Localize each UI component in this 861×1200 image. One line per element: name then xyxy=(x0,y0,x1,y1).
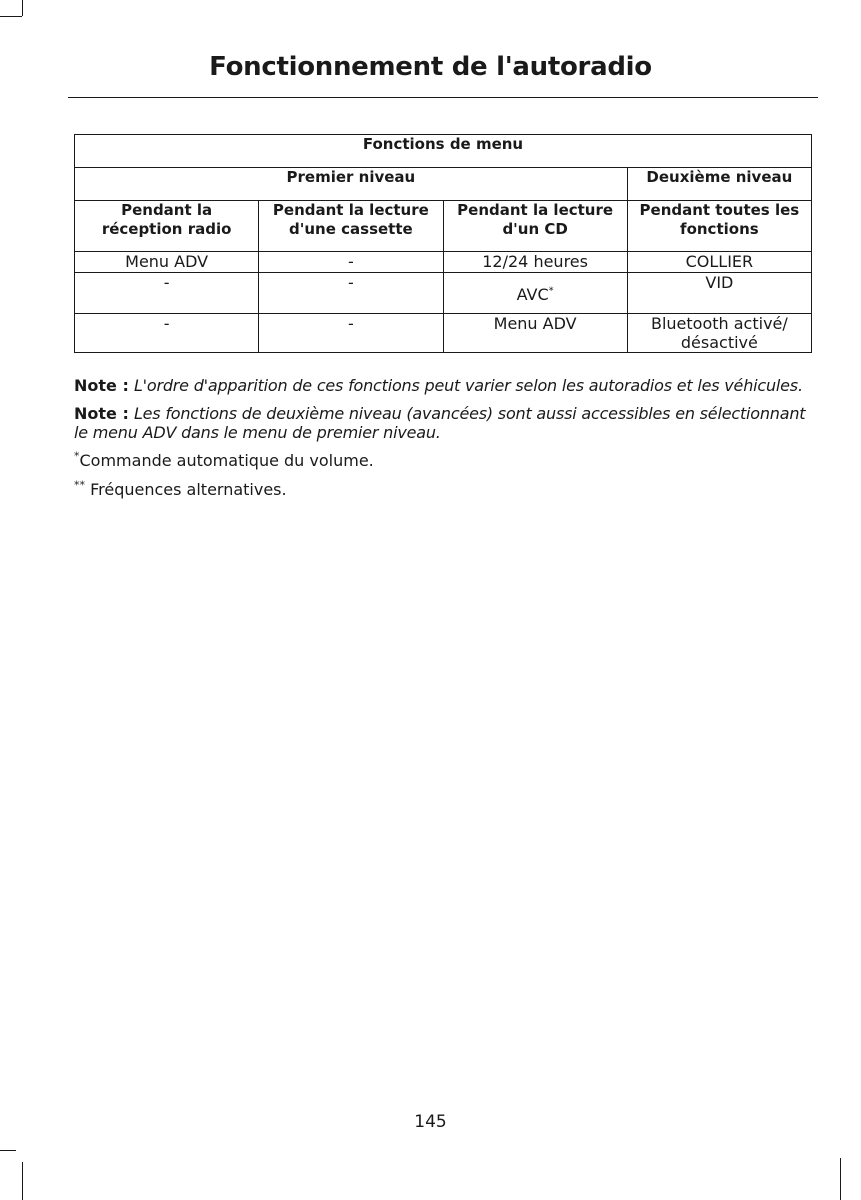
footnote-marker: ** xyxy=(74,478,85,492)
note xyxy=(74,404,819,442)
table-row xyxy=(75,314,812,353)
page-number: 145 xyxy=(414,1112,447,1132)
level-first-header: Premier niveau xyxy=(75,168,628,201)
column-header: Pendant la lecture d'une cassette xyxy=(259,201,443,252)
note-label: Note : xyxy=(74,404,129,423)
crop-mark xyxy=(840,1158,841,1200)
table-caption: Fonctions de menu xyxy=(75,135,812,168)
avc-label: AVC xyxy=(516,285,549,304)
table-cell: COLLIER xyxy=(627,252,811,273)
note-text: L'ordre d'apparition de ces fonctions peut varier selon les autoradios et les véhicules. xyxy=(133,376,803,395)
table-cell: 12/24 heures xyxy=(443,252,627,273)
crop-mark xyxy=(22,1162,23,1200)
column-header: Pendant la réception radio xyxy=(75,201,259,252)
title-divider xyxy=(68,97,818,98)
crop-mark xyxy=(0,1150,16,1151)
footnote xyxy=(74,451,374,470)
footnote-marker: * xyxy=(74,449,80,463)
crop-mark xyxy=(0,16,22,17)
note xyxy=(74,376,819,395)
menu-functions-table xyxy=(74,134,812,353)
table-cell: VID xyxy=(627,273,811,314)
note-text: Les fonctions de deuxième niveau (avancées) sont aussi accessibles en sélectionnant le menu ADV dans le menu de premier niveau. xyxy=(74,404,806,442)
table-cell: - xyxy=(259,273,443,314)
table-cell: Bluetooth activé/ désactivé xyxy=(627,314,811,353)
footnote-marker: * xyxy=(548,285,554,297)
page-title: Fonctionnement de l'autoradio xyxy=(209,52,652,82)
level-second-header: Deuxième niveau xyxy=(627,168,811,201)
column-header: Pendant toutes les fonctions xyxy=(627,201,811,252)
table-row xyxy=(75,252,812,273)
footnote-text: Fréquences alternatives. xyxy=(85,480,287,499)
table-cell xyxy=(443,273,627,314)
table-cell: - xyxy=(75,314,259,353)
note-label: Note : xyxy=(74,376,129,395)
table-cell: - xyxy=(259,314,443,353)
footnote-text: Commande automatique du volume. xyxy=(79,451,374,470)
table-row xyxy=(75,273,812,314)
table-cell: - xyxy=(75,273,259,314)
footnote xyxy=(74,480,287,499)
table-cell: - xyxy=(259,252,443,273)
table-cell: Menu ADV xyxy=(75,252,259,273)
column-header: Pendant la lecture d'un CD xyxy=(443,201,627,252)
crop-mark xyxy=(22,0,23,16)
table-cell: Menu ADV xyxy=(443,314,627,353)
